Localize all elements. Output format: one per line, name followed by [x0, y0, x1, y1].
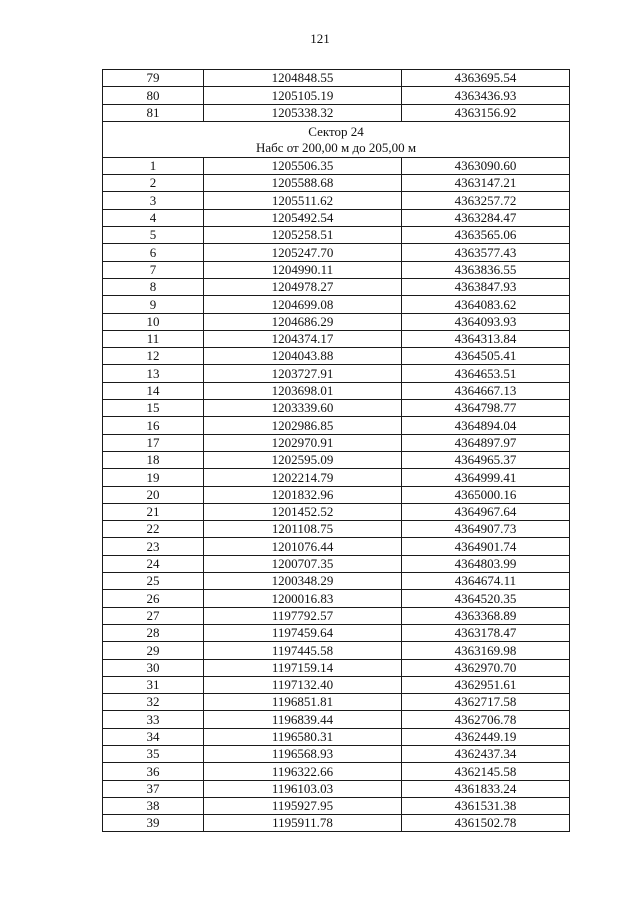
table-row [103, 676, 570, 693]
x-coordinate-cell: 1202595.09 [204, 451, 402, 468]
point-number-cell: 13 [103, 365, 204, 382]
x-coordinate-cell: 1196580.31 [204, 728, 402, 745]
y-coordinate-cell: 4363436.93 [402, 87, 570, 104]
table-row [103, 538, 570, 555]
y-coordinate-cell: 4361502.78 [402, 815, 570, 832]
table-row [103, 157, 570, 174]
x-coordinate-cell: 1205105.19 [204, 87, 402, 104]
point-number-cell: 22 [103, 521, 204, 538]
point-number-cell: 7 [103, 261, 204, 278]
x-coordinate-cell: 1196568.93 [204, 745, 402, 762]
x-coordinate-cell: 1204686.29 [204, 313, 402, 330]
y-coordinate-cell: 4362145.58 [402, 763, 570, 780]
y-coordinate-cell: 4364894.04 [402, 417, 570, 434]
point-number-cell: 80 [103, 87, 204, 104]
point-number-cell: 25 [103, 573, 204, 590]
x-coordinate-cell: 1196839.44 [204, 711, 402, 728]
table-row [103, 261, 570, 278]
point-number-cell: 18 [103, 451, 204, 468]
coordinates-table [102, 69, 570, 832]
point-number-cell: 17 [103, 434, 204, 451]
y-coordinate-cell: 4364897.97 [402, 434, 570, 451]
x-coordinate-cell: 1200016.83 [204, 590, 402, 607]
x-coordinate-cell: 1197445.58 [204, 642, 402, 659]
y-coordinate-cell: 4363178.47 [402, 624, 570, 641]
point-number-cell: 3 [103, 192, 204, 209]
x-coordinate-cell: 1205492.54 [204, 209, 402, 226]
table-row [103, 711, 570, 728]
table-row [103, 780, 570, 797]
point-number-cell: 2 [103, 175, 204, 192]
table-row [103, 659, 570, 676]
table-row [103, 521, 570, 538]
x-coordinate-cell: 1201108.75 [204, 521, 402, 538]
x-coordinate-cell: 1197459.64 [204, 624, 402, 641]
x-coordinate-cell: 1205506.35 [204, 157, 402, 174]
point-number-cell: 36 [103, 763, 204, 780]
y-coordinate-cell: 4363847.93 [402, 278, 570, 295]
x-coordinate-cell: 1196851.81 [204, 694, 402, 711]
point-number-cell: 15 [103, 400, 204, 417]
y-coordinate-cell: 4364520.35 [402, 590, 570, 607]
table-row [103, 434, 570, 451]
x-coordinate-cell: 1197792.57 [204, 607, 402, 624]
x-coordinate-cell: 1204043.88 [204, 348, 402, 365]
table-row [103, 296, 570, 313]
y-coordinate-cell: 4362449.19 [402, 728, 570, 745]
y-coordinate-cell: 4363169.98 [402, 642, 570, 659]
x-coordinate-cell: 1196103.03 [204, 780, 402, 797]
point-number-cell: 4 [103, 209, 204, 226]
y-coordinate-cell: 4363695.54 [402, 70, 570, 87]
point-number-cell: 39 [103, 815, 204, 832]
point-number-cell: 35 [103, 745, 204, 762]
x-coordinate-cell: 1203727.91 [204, 365, 402, 382]
y-coordinate-cell: 4364674.11 [402, 573, 570, 590]
table-row [103, 555, 570, 572]
y-coordinate-cell: 4364667.13 [402, 382, 570, 399]
point-number-cell: 81 [103, 104, 204, 121]
y-coordinate-cell: 4364093.93 [402, 313, 570, 330]
x-coordinate-cell: 1202970.91 [204, 434, 402, 451]
point-number-cell: 5 [103, 227, 204, 244]
y-coordinate-cell: 4365000.16 [402, 486, 570, 503]
x-coordinate-cell: 1204990.11 [204, 261, 402, 278]
table-row [103, 70, 570, 87]
y-coordinate-cell: 4362951.61 [402, 676, 570, 693]
y-coordinate-cell: 4363836.55 [402, 261, 570, 278]
sector-header-cell [103, 121, 570, 157]
table-row [103, 486, 570, 503]
table-row [103, 642, 570, 659]
x-coordinate-cell: 1205247.70 [204, 244, 402, 261]
point-number-cell: 29 [103, 642, 204, 659]
table-row [103, 175, 570, 192]
y-coordinate-cell: 4364901.74 [402, 538, 570, 555]
table-row [103, 451, 570, 468]
x-coordinate-cell: 1203698.01 [204, 382, 402, 399]
point-number-cell: 38 [103, 797, 204, 814]
x-coordinate-cell: 1204699.08 [204, 296, 402, 313]
table-row [103, 400, 570, 417]
point-number-cell: 24 [103, 555, 204, 572]
x-coordinate-cell: 1204848.55 [204, 70, 402, 87]
x-coordinate-cell: 1202214.79 [204, 469, 402, 486]
point-number-cell: 32 [103, 694, 204, 711]
x-coordinate-cell: 1203339.60 [204, 400, 402, 417]
point-number-cell: 79 [103, 70, 204, 87]
x-coordinate-cell: 1201076.44 [204, 538, 402, 555]
table-row [103, 278, 570, 295]
y-coordinate-cell: 4364653.51 [402, 365, 570, 382]
table-row [103, 590, 570, 607]
point-number-cell: 37 [103, 780, 204, 797]
y-coordinate-cell: 4361531.38 [402, 797, 570, 814]
table-row [103, 469, 570, 486]
x-coordinate-cell: 1201832.96 [204, 486, 402, 503]
table-row [103, 624, 570, 641]
table-row [103, 104, 570, 121]
y-coordinate-cell: 4363090.60 [402, 157, 570, 174]
table-row [103, 745, 570, 762]
point-number-cell: 10 [103, 313, 204, 330]
x-coordinate-cell: 1195911.78 [204, 815, 402, 832]
x-coordinate-cell: 1200707.35 [204, 555, 402, 572]
y-coordinate-cell: 4362717.58 [402, 694, 570, 711]
point-number-cell: 23 [103, 538, 204, 555]
y-coordinate-cell: 4363368.89 [402, 607, 570, 624]
x-coordinate-cell: 1205511.62 [204, 192, 402, 209]
table-body-before-sector [103, 70, 570, 122]
point-number-cell: 33 [103, 711, 204, 728]
point-number-cell: 19 [103, 469, 204, 486]
table-row [103, 87, 570, 104]
table-row [103, 728, 570, 745]
point-number-cell: 30 [103, 659, 204, 676]
y-coordinate-cell: 4362970.70 [402, 659, 570, 676]
point-number-cell: 9 [103, 296, 204, 313]
y-coordinate-cell: 4364999.41 [402, 469, 570, 486]
table-row [103, 573, 570, 590]
x-coordinate-cell: 1196322.66 [204, 763, 402, 780]
y-coordinate-cell: 4363284.47 [402, 209, 570, 226]
sector-title: Сектор 24 [308, 123, 364, 139]
y-coordinate-cell: 4364967.64 [402, 503, 570, 520]
point-number-cell: 27 [103, 607, 204, 624]
x-coordinate-cell: 1195927.95 [204, 797, 402, 814]
x-coordinate-cell: 1205338.32 [204, 104, 402, 121]
point-number-cell: 16 [103, 417, 204, 434]
point-number-cell: 31 [103, 676, 204, 693]
y-coordinate-cell: 4363565.06 [402, 227, 570, 244]
point-number-cell: 6 [103, 244, 204, 261]
x-coordinate-cell: 1201452.52 [204, 503, 402, 520]
y-coordinate-cell: 4361833.24 [402, 780, 570, 797]
table-row [103, 607, 570, 624]
sector-header-row [103, 121, 570, 157]
y-coordinate-cell: 4362437.34 [402, 745, 570, 762]
point-number-cell: 8 [103, 278, 204, 295]
table-row [103, 244, 570, 261]
point-number-cell: 28 [103, 624, 204, 641]
point-number-cell: 1 [103, 157, 204, 174]
x-coordinate-cell: 1204978.27 [204, 278, 402, 295]
sector-subtitle: Набс от 200,00 м до 205,00 м [255, 139, 417, 155]
table-body-after-sector [103, 157, 570, 832]
y-coordinate-cell: 4364965.37 [402, 451, 570, 468]
table-row [103, 815, 570, 832]
table-row [103, 313, 570, 330]
table-row [103, 763, 570, 780]
table-row [103, 192, 570, 209]
y-coordinate-cell: 4364798.77 [402, 400, 570, 417]
table-row [103, 417, 570, 434]
table-row [103, 797, 570, 814]
x-coordinate-cell: 1200348.29 [204, 573, 402, 590]
table-body-sector-header [103, 121, 570, 157]
table-row [103, 382, 570, 399]
table-row [103, 694, 570, 711]
y-coordinate-cell: 4364313.84 [402, 330, 570, 347]
y-coordinate-cell: 4363257.72 [402, 192, 570, 209]
table-row [103, 348, 570, 365]
point-number-cell: 21 [103, 503, 204, 520]
x-coordinate-cell: 1197132.40 [204, 676, 402, 693]
x-coordinate-cell: 1205258.51 [204, 227, 402, 244]
y-coordinate-cell: 4364505.41 [402, 348, 570, 365]
y-coordinate-cell: 4363147.21 [402, 175, 570, 192]
point-number-cell: 34 [103, 728, 204, 745]
point-number-cell: 12 [103, 348, 204, 365]
point-number-cell: 20 [103, 486, 204, 503]
page-number: 121 [310, 31, 330, 46]
point-number-cell: 14 [103, 382, 204, 399]
y-coordinate-cell: 4364803.99 [402, 555, 570, 572]
y-coordinate-cell: 4364907.73 [402, 521, 570, 538]
y-coordinate-cell: 4362706.78 [402, 711, 570, 728]
point-number-cell: 26 [103, 590, 204, 607]
point-number-cell: 11 [103, 330, 204, 347]
table-row [103, 330, 570, 347]
x-coordinate-cell: 1202986.85 [204, 417, 402, 434]
y-coordinate-cell: 4364083.62 [402, 296, 570, 313]
table-row [103, 227, 570, 244]
y-coordinate-cell: 4363577.43 [402, 244, 570, 261]
table-row [103, 365, 570, 382]
x-coordinate-cell: 1204374.17 [204, 330, 402, 347]
table-row [103, 209, 570, 226]
table-row [103, 503, 570, 520]
x-coordinate-cell: 1197159.14 [204, 659, 402, 676]
x-coordinate-cell: 1205588.68 [204, 175, 402, 192]
y-coordinate-cell: 4363156.92 [402, 104, 570, 121]
